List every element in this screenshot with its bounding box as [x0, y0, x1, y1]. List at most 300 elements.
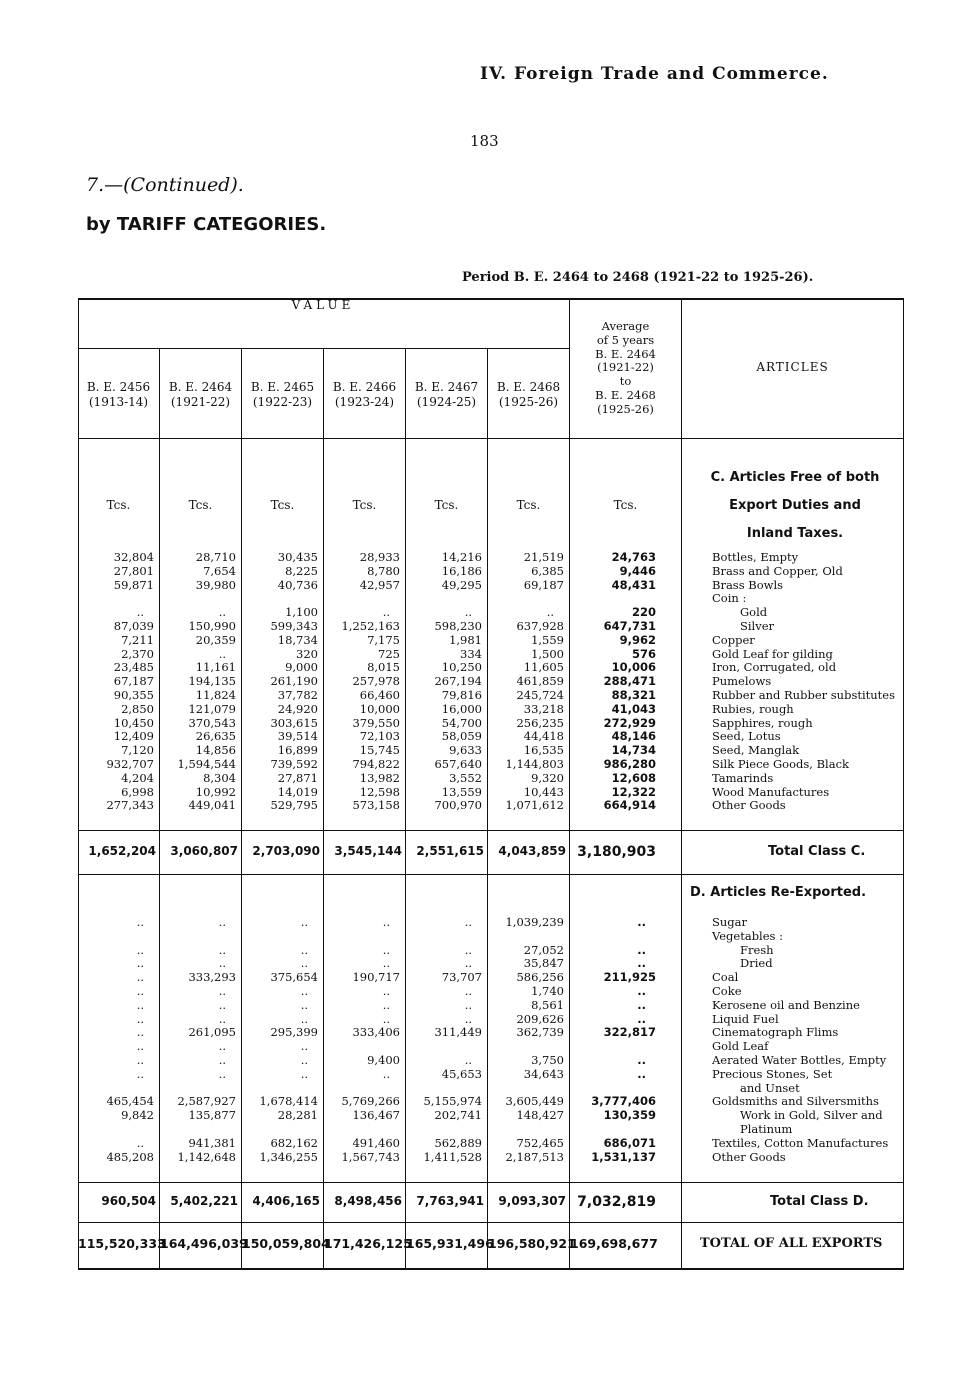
table-cell: 8,780 [367, 563, 400, 578]
section-d-col-5 [406, 916, 482, 1164]
article-name: Iron, Corrugated, old [712, 660, 837, 675]
table-cell [488, 592, 564, 606]
table-cell: 4,204 [121, 770, 154, 785]
table-cell: .. [136, 983, 144, 998]
table-cell: 637,928 [516, 618, 564, 633]
table-cell: 48,431 [611, 577, 656, 592]
table-cell: .. [300, 915, 308, 929]
rule-right [903, 298, 904, 1270]
table-cell: 211,925 [603, 970, 656, 985]
article-name: Coal [712, 970, 739, 985]
article-name: Copper [712, 632, 755, 647]
article-name: Fresh [740, 942, 774, 957]
col-header-5-period: (1924-25) [416, 395, 477, 409]
article-name: Sapphires, rough [712, 715, 813, 730]
table-cell: 1,142,648 [177, 1149, 236, 1164]
total-cell: 9,093,307 [498, 1194, 566, 1208]
table-cell: 311,449 [434, 1025, 482, 1040]
table-cell: .. [136, 1011, 144, 1026]
table-cell [324, 592, 400, 606]
table-cell: 682,162 [270, 1135, 318, 1150]
average-header-line: B. E. 2464 [595, 346, 656, 361]
total-cell: 196,580,921 [488, 1236, 576, 1251]
table-cell: .. [136, 605, 144, 620]
table-cell: 8,015 [367, 660, 400, 675]
table-cell: 209,626 [516, 1011, 564, 1026]
total-cell: 2,703,090 [252, 844, 320, 858]
table-cell: 130,359 [603, 1108, 656, 1123]
rule-total-c-bottom [78, 874, 904, 875]
article-name: Textiles, Cotton Manufactures [712, 1135, 889, 1150]
table-cell: .. [464, 915, 472, 929]
table-cell: .. [464, 956, 472, 971]
average-header-line: Average [601, 319, 650, 333]
table-cell: 1,567,743 [341, 1149, 400, 1164]
total-class-d-label: Total Class D. [770, 1194, 869, 1209]
total-average-cell: 3,180,903 [577, 844, 656, 860]
table-cell: 794,822 [352, 756, 400, 771]
unit-label: Tcs. [106, 498, 131, 512]
total-cell: 3,060,807 [170, 844, 238, 858]
table-cell: .. [300, 1039, 308, 1054]
table-cell: 13,559 [441, 784, 482, 799]
table-cell: 7,120 [121, 743, 154, 758]
table-cell: 12,322 [611, 784, 656, 799]
average-header-line: to [619, 374, 632, 389]
section-c-title-line: Export Duties and [729, 498, 861, 513]
table-cell [406, 930, 482, 944]
table-cell: .. [637, 1011, 646, 1026]
table-cell: 1,531,137 [591, 1149, 656, 1164]
table-cell: .. [218, 646, 226, 661]
table-cell: .. [637, 915, 646, 929]
section-d-col-6 [488, 916, 564, 1164]
table-cell: 150,990 [188, 618, 236, 633]
table-cell: 28,710 [195, 550, 236, 564]
table-cell: 9,842 [121, 1108, 154, 1123]
table-cell: 21,519 [523, 550, 564, 564]
table-cell: 1,981 [449, 632, 482, 647]
table-cell: .. [218, 605, 226, 620]
table-cell: 67,187 [113, 674, 154, 689]
col-header-2-period: (1921-22) [170, 395, 231, 409]
table-cell: 465,454 [106, 1094, 154, 1109]
table-cell [406, 592, 482, 606]
table-cell: .. [637, 1052, 646, 1067]
table-cell [406, 1123, 482, 1137]
total-all-exports-label: TOTAL OF ALL EXPORTS [700, 1236, 883, 1251]
table-cell: 1,594,544 [177, 756, 236, 771]
table-cell: 333,406 [352, 1025, 400, 1040]
table-cell: 485,208 [106, 1149, 154, 1164]
article-name: Other Goods [712, 1149, 786, 1164]
article-name: Other Goods [712, 798, 786, 813]
article-name: Silk Piece Goods, Black [712, 756, 849, 771]
table-cell: 48,146 [611, 729, 656, 744]
rule-col7 [681, 298, 682, 1270]
table-cell: .. [300, 997, 308, 1012]
table-cell [78, 1123, 154, 1137]
article-name: Brass and Copper, Old [712, 563, 843, 578]
table-cell: 16,186 [441, 563, 482, 578]
table-cell: .. [464, 997, 472, 1012]
col-header-6-year: B. E. 2468 [496, 380, 561, 394]
col-header-3-year: B. E. 2465 [250, 380, 315, 394]
table-cell: 529,795 [270, 798, 318, 813]
table-cell: 3,552 [449, 770, 482, 785]
table-cell: 1,252,163 [341, 618, 400, 633]
section-c-average-col [570, 551, 656, 813]
table-cell: .. [382, 1011, 390, 1026]
article-name: Platinum [740, 1121, 793, 1136]
table-cell: 28,281 [277, 1108, 318, 1123]
col-header-4-period: (1923-24) [334, 395, 395, 409]
table-cell: 1,559 [531, 632, 564, 647]
table-cell [570, 592, 656, 606]
table-cell: 7,175 [367, 632, 400, 647]
table-cell: 135,877 [188, 1108, 236, 1123]
table-cell: 202,741 [434, 1108, 482, 1123]
col-header-3 [242, 380, 323, 410]
article-name: Coke [712, 983, 742, 998]
table-cell: 10,000 [359, 701, 400, 716]
table-cell: 88,321 [611, 687, 656, 702]
table-cell: .. [464, 942, 472, 957]
table-cell [78, 592, 154, 606]
table-cell: 148,427 [516, 1108, 564, 1123]
table-cell: .. [464, 983, 472, 998]
table-cell: 739,592 [270, 756, 318, 771]
col-header-1-year: B. E. 2456 [86, 380, 151, 394]
table-cell: 375,654 [270, 970, 318, 985]
table-cell: 194,135 [188, 674, 236, 689]
section-c-title-line: C. Articles Free of both [710, 470, 880, 485]
section-c-title [690, 464, 900, 548]
table-cell: 11,824 [195, 687, 236, 702]
table-cell: .. [637, 997, 646, 1012]
table-cell: 49,295 [441, 577, 482, 592]
table-cell: 752,465 [516, 1135, 564, 1150]
table-cell: 24,920 [277, 701, 318, 716]
table-cell: 12,598 [359, 784, 400, 799]
table-cell: 3,605,449 [505, 1094, 564, 1109]
table-cell: 136,467 [352, 1108, 400, 1123]
table-cell: 322,817 [603, 1025, 656, 1040]
table-cell: 40,736 [277, 577, 318, 592]
table-cell: 9,962 [619, 632, 656, 647]
table-cell [406, 1040, 482, 1054]
table-cell: 45,653 [441, 1066, 482, 1081]
table-cell: 941,381 [188, 1135, 236, 1150]
table-cell: 15,745 [359, 743, 400, 758]
article-name: Bottles, Empty [712, 550, 799, 564]
table-cell [570, 1082, 656, 1096]
article-name: Cinematograph Flims [712, 1025, 839, 1040]
table-cell: .. [136, 970, 144, 985]
col-header-6-period: (1925-26) [498, 395, 559, 409]
table-cell: 33,218 [523, 701, 564, 716]
article-name: Rubber and Rubber substitutes [712, 687, 896, 702]
table-cell: 6,998 [121, 784, 154, 799]
table-cell: 59,871 [113, 577, 154, 592]
table-cell: .. [382, 956, 390, 971]
average-header-line: (1925-26) [597, 401, 654, 416]
table-cell: 320 [296, 646, 318, 661]
table-cell: 586,256 [516, 970, 564, 985]
article-name: Gold [740, 605, 768, 620]
table-cell: .. [464, 605, 472, 620]
rule-total-d-top [78, 1182, 904, 1183]
table-cell: 14,856 [195, 743, 236, 758]
section-c-col-2 [160, 551, 236, 813]
table-cell [488, 1040, 564, 1054]
table-cell [242, 1082, 318, 1096]
table-cell: .. [300, 956, 308, 971]
article-name: Gold Leaf [712, 1039, 769, 1054]
total-cell: 960,504 [101, 1194, 156, 1208]
table-cell [160, 592, 236, 606]
table-cell: 657,640 [434, 756, 482, 771]
col-header-2 [160, 380, 241, 410]
table-cell: 257,978 [352, 674, 400, 689]
table-cell: 261,095 [188, 1025, 236, 1040]
article-name: Seed, Lotus [712, 729, 781, 744]
table-cell: .. [637, 1066, 646, 1081]
table-cell: 598,230 [434, 618, 482, 633]
table-cell: 277,343 [106, 798, 154, 813]
article-name: Seed, Manglak [712, 743, 800, 758]
section-c-articles [712, 551, 902, 813]
table-cell: 32,804 [113, 550, 154, 564]
table-cell: 16,899 [277, 743, 318, 758]
table-cell: 303,615 [270, 715, 318, 730]
table-cell: 18,734 [277, 632, 318, 647]
table-cell [324, 1040, 400, 1054]
rule-total-c-top [78, 830, 904, 831]
table-cell [570, 1040, 656, 1054]
total-average-cell: 7,032,819 [577, 1194, 656, 1210]
table-cell: 245,724 [516, 687, 564, 702]
table-cell: 90,355 [113, 687, 154, 702]
section-c-col-1 [78, 551, 154, 813]
table-cell [160, 930, 236, 944]
total-cell: 5,402,221 [170, 1194, 238, 1208]
table-cell: 34,643 [523, 1066, 564, 1081]
table-cell: 2,850 [121, 701, 154, 716]
table-cell: 14,734 [611, 743, 656, 758]
table-cell: 220 [631, 605, 656, 620]
table-cell: 491,460 [352, 1135, 400, 1150]
table-cell: .. [300, 1066, 308, 1081]
table-top-rule [78, 298, 904, 300]
table-cell: .. [300, 983, 308, 998]
table-cell: .. [136, 1052, 144, 1067]
table-cell: .. [136, 997, 144, 1012]
table-cell: 7,654 [203, 563, 236, 578]
table-cell: 370,543 [188, 715, 236, 730]
table-cell: 8,561 [531, 997, 564, 1012]
unit-label: Tcs. [434, 498, 459, 512]
article-name: Goldsmiths and Silversmiths [712, 1094, 879, 1109]
average-header-line: (1921-22) [597, 360, 654, 375]
table-cell: .. [464, 1052, 472, 1067]
article-name: Brass Bowls [712, 577, 784, 592]
table-cell: 9,400 [367, 1052, 400, 1067]
table-cell: .. [300, 1011, 308, 1026]
table-cell [160, 1082, 236, 1096]
article-name: and Unset [740, 1080, 800, 1095]
average-header-line: B. E. 2468 [595, 387, 656, 402]
article-name: Gold Leaf for gilding [712, 646, 833, 661]
table-cell: 44,418 [523, 729, 564, 744]
table-cell: 12,409 [113, 729, 154, 744]
table-cell: 9,446 [619, 563, 656, 578]
table-cell: .. [218, 956, 226, 971]
table-cell [488, 1082, 564, 1096]
table-cell: 16,000 [441, 701, 482, 716]
total-cell: 2,551,615 [416, 844, 484, 858]
table-cell [488, 1123, 564, 1137]
section-d-average-col [570, 916, 656, 1164]
table-cell: 1,039,239 [505, 915, 564, 929]
table-cell [324, 930, 400, 944]
table-cell: 27,801 [113, 563, 154, 578]
col-header-1-period: (1913-14) [88, 395, 149, 409]
table-cell: .. [382, 997, 390, 1012]
table-cell: 41,043 [611, 701, 656, 716]
table-cell [324, 1082, 400, 1096]
table-cell: 121,079 [188, 701, 236, 716]
table-cell: 26,635 [195, 729, 236, 744]
table-cell: 599,343 [270, 618, 318, 633]
table-cell: 69,187 [523, 577, 564, 592]
total-cell: 150,059,804 [242, 1236, 330, 1251]
table-cell: .. [136, 956, 144, 971]
section-c-title-line: Inland Taxes. [746, 526, 844, 541]
table-cell: .. [382, 942, 390, 957]
table-cell: 725 [378, 646, 400, 661]
table-cell: .. [382, 1066, 390, 1081]
article-name: Work in Gold, Silver and [740, 1108, 883, 1123]
article-name: Liquid Fuel [712, 1011, 779, 1026]
col-header-5-year: B. E. 2467 [414, 380, 479, 394]
subtitle: by TARIFF CATEGORIES. [86, 214, 327, 235]
col-header-5 [406, 380, 487, 410]
table-cell: .. [300, 1052, 308, 1067]
unit-label: Tcs. [613, 498, 638, 512]
table-cell: 9,633 [449, 743, 482, 758]
table-bottom-rule [78, 1268, 904, 1270]
table-cell: 362,739 [516, 1025, 564, 1040]
table-cell: 334 [460, 646, 482, 661]
total-cell: 8,498,456 [334, 1194, 402, 1208]
table-cell: 13,982 [359, 770, 400, 785]
article-name: Dried [740, 956, 773, 971]
article-name: Pumelows [712, 674, 772, 689]
table-cell: .. [136, 1135, 144, 1150]
table-cell: .. [218, 997, 226, 1012]
table-cell: 11,161 [195, 660, 236, 675]
table-cell: 576 [631, 646, 656, 661]
section-d-col-1 [78, 916, 154, 1164]
table-cell: 7,211 [121, 632, 154, 647]
table-cell: 27,052 [523, 942, 564, 957]
table-cell: 573,158 [352, 798, 400, 813]
table-cell: .. [218, 1052, 226, 1067]
table-cell [406, 1082, 482, 1096]
total-cell: 115,520,333 [78, 1236, 166, 1251]
table-cell: 87,039 [113, 618, 154, 633]
table-cell: 2,187,513 [505, 1149, 564, 1164]
table-cell: 39,980 [195, 577, 236, 592]
table-cell: 10,443 [523, 784, 564, 799]
table-cell: 72,103 [359, 729, 400, 744]
table-cell: 58,059 [441, 729, 482, 744]
table-cell [78, 930, 154, 944]
table-cell: 1,346,255 [259, 1149, 318, 1164]
table-cell: 272,929 [603, 715, 656, 730]
table-cell: 1,100 [285, 605, 318, 620]
table-cell: 8,225 [285, 563, 318, 578]
table-cell [488, 930, 564, 944]
table-cell: .. [136, 942, 144, 957]
table-cell: 66,460 [359, 687, 400, 702]
section-d-col-3 [242, 916, 318, 1164]
table-cell: 2,370 [121, 646, 154, 661]
table-cell: 1,411,528 [423, 1149, 482, 1164]
article-name: Vegetables : [712, 928, 783, 943]
col-header-4 [324, 380, 405, 410]
table-cell: 24,763 [611, 550, 656, 564]
table-cell: .. [136, 1025, 144, 1040]
section-d-col-4 [324, 916, 400, 1164]
table-cell: .. [218, 942, 226, 957]
table-cell [242, 592, 318, 606]
rule-under-value [78, 348, 569, 349]
table-cell [242, 1123, 318, 1137]
table-cell: .. [136, 1066, 144, 1081]
unit-label: Tcs. [270, 498, 295, 512]
table-cell: .. [382, 983, 390, 998]
table-cell: .. [218, 983, 226, 998]
table-cell [324, 1123, 400, 1137]
articles-header: ARTICLES [756, 360, 829, 374]
table-cell: 3,750 [531, 1052, 564, 1067]
period-label: Period B. E. 2464 to 2468 (1921-22 to 1925-26). [462, 270, 814, 285]
table-cell: 647,731 [603, 618, 656, 633]
article-name: Rubies, rough [712, 701, 794, 716]
table-cell: 11,605 [523, 660, 564, 675]
total-cell: 165,931,496 [406, 1236, 494, 1251]
table-cell [570, 930, 656, 944]
table-cell: 256,235 [516, 715, 564, 730]
table-cell: 30,435 [277, 550, 318, 564]
table-cell: 2,587,927 [177, 1094, 236, 1109]
table-cell: 10,250 [441, 660, 482, 675]
value-heading: VALUE [291, 298, 355, 312]
table-cell: 5,155,974 [423, 1094, 482, 1109]
table-cell: 295,399 [270, 1025, 318, 1040]
unit-label: Tcs. [516, 498, 541, 512]
table-cell: 14,216 [441, 550, 482, 564]
unit-label: Tcs. [352, 498, 377, 512]
rule-total-d-bottom [78, 1222, 904, 1223]
table-cell: 986,280 [603, 756, 656, 771]
col-header-4-year: B. E. 2466 [332, 380, 397, 394]
total-class-c-label: Total Class C. [768, 844, 866, 859]
table-cell: 28,933 [359, 550, 400, 564]
col-header-3-period: (1922-23) [252, 395, 313, 409]
